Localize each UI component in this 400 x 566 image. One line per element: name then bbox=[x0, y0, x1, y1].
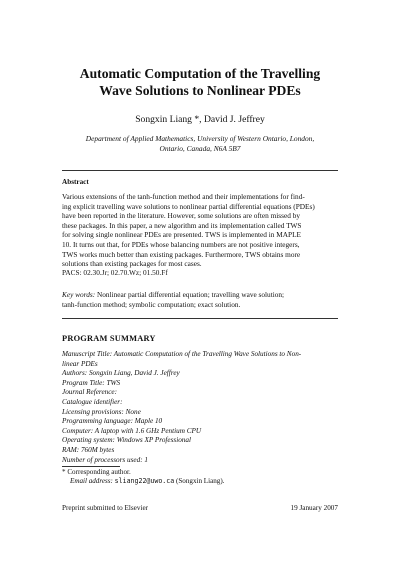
footer-date: 19 January 2007 bbox=[290, 504, 338, 512]
summary-line: Catalogue identifier: bbox=[62, 397, 123, 406]
page-footer bbox=[62, 504, 338, 512]
abstract-heading: Abstract bbox=[62, 178, 89, 186]
abstract-line: ing explicit travelling wave solutions to nonlinear partial differential equations (PDEs) bbox=[62, 201, 315, 211]
footnote-email-link[interactable]: sliang22@uwo.ca bbox=[114, 477, 175, 486]
keywords-label: Key words: bbox=[62, 290, 96, 299]
abstract-text bbox=[62, 192, 338, 269]
keywords bbox=[62, 290, 338, 309]
abstract-line: TWS works much better than existing packages. Furthermore, TWS obtains more bbox=[62, 249, 301, 259]
summary-line: Programming language: Maple 10 bbox=[62, 417, 163, 426]
authors: Songxin Liang *, David J. Jeffrey bbox=[135, 114, 265, 125]
affiliation-line-1: Department of Applied Mathematics, University of Western Ontario, London, bbox=[85, 134, 315, 143]
summary-line: Computer: A laptop with 1.6 GHz Pentium CPU bbox=[62, 426, 202, 435]
footnote bbox=[62, 468, 224, 487]
keywords-text-2: tanh-function method; symbolic computation; exact solution. bbox=[62, 299, 241, 309]
abstract-line: solutions than existing packages for most cases. bbox=[62, 259, 202, 269]
footnote-corresponding: * Corresponding author. bbox=[62, 468, 131, 476]
abstract-line: these packages. In this paper, a new algorithm and its implementation called TWS bbox=[62, 220, 302, 230]
pacs-codes: PACS: 02.30.Jr; 02.70.Wz; 01.50.Ff bbox=[62, 268, 168, 277]
summary-line: Manuscript Title: Automatic Computation of the Travelling Wave Solutions to Non- bbox=[62, 350, 302, 358]
paper-title-line-2: Wave Solutions to Nonlinear PDEs bbox=[99, 83, 301, 98]
summary-line: Operating system: Windows XP Professional bbox=[62, 436, 191, 445]
footnote-email-name: (Songxin Liang). bbox=[174, 477, 225, 486]
abstract-line: for solving single nonlinear PDEs are presented. TWS is implemented in MAPLE bbox=[62, 230, 302, 240]
paper-title-line-1: Automatic Computation of the Travelling bbox=[79, 66, 321, 81]
keywords-text-1: Nonlinear partial differential equation; travelling wave solution; bbox=[95, 290, 285, 299]
summary-line: Authors: Songxin Liang, David J. Jeffrey bbox=[62, 369, 180, 378]
footnote-email-label: Email address: bbox=[70, 477, 113, 486]
abstract-line: have been reported in the literature. However, some solutions are often missed by bbox=[62, 211, 300, 221]
abstract-line: 10. It turns out that, for PDEs whose balancing numbers are not positive integers, bbox=[62, 239, 300, 249]
abstract-top-rule bbox=[62, 170, 338, 171]
summary-line: Program Title: TWS bbox=[62, 378, 121, 387]
abstract-bottom-rule bbox=[62, 318, 338, 319]
footer-submission-note: Preprint submitted to Elsevier bbox=[62, 504, 149, 512]
summary-line: RAM: 760M bytes bbox=[62, 445, 115, 454]
summary-line: linear PDEs bbox=[62, 359, 98, 368]
summary-line: Number of processors used: 1 bbox=[62, 455, 148, 464]
summary-line: Journal Reference: bbox=[62, 388, 118, 397]
program-summary-heading: PROGRAM SUMMARY bbox=[62, 334, 156, 343]
abstract-line: Various extensions of the tanh-function method and their implementations for find- bbox=[62, 192, 305, 201]
summary-line: Licensing provisions: None bbox=[62, 407, 141, 416]
footnote-rule bbox=[62, 466, 120, 467]
affiliation-line-2: Ontario, Canada, N6A 5B7 bbox=[159, 144, 241, 153]
program-summary bbox=[62, 350, 342, 465]
